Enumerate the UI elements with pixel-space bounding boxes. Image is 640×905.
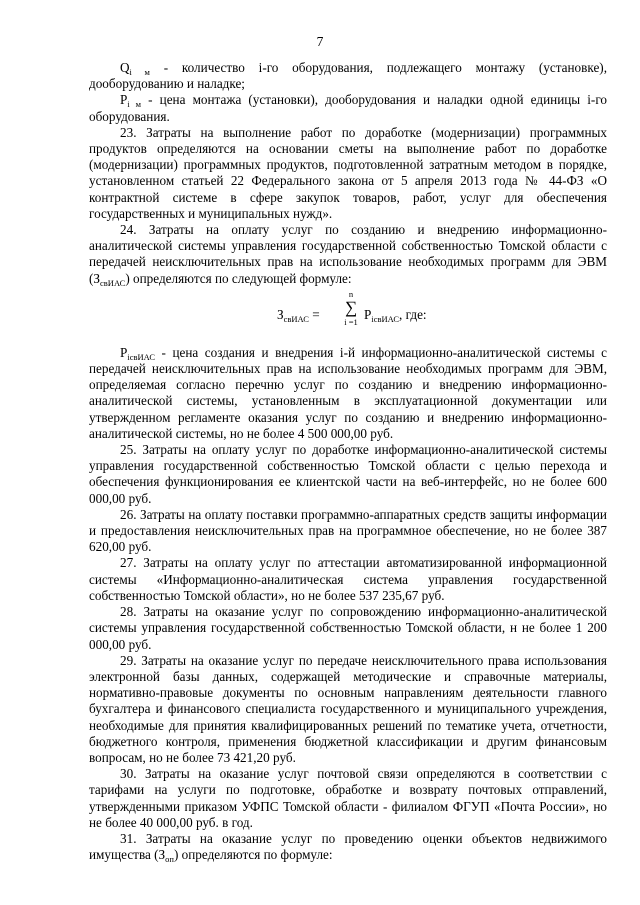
symbol-p-subscript: i м bbox=[127, 99, 142, 110]
symbol-p-isvias-subscript: iсвИАС bbox=[127, 351, 156, 362]
paragraph-31-text: 31. Затраты на оказание услуг по проведению оценки объектов недвижимого имущества ( bbox=[89, 830, 607, 863]
paragraph-31-tail: ) определяются по формуле: bbox=[173, 847, 333, 863]
symbol-z: З bbox=[93, 270, 101, 286]
paragraph-31 bbox=[89, 831, 607, 863]
formula-left-subscript: свИАС bbox=[283, 313, 309, 324]
paragraph-25: 25. Затраты на оплату услуг по доработке информационно-аналитической системы управления государственной собственностью Томской области с целью перехода и обеспечения функционирования ее клиентской части на веб-интерфейс, но не более 600 000,00 руб. bbox=[89, 442, 607, 506]
definition-qim-text: - количество i-го оборудования, подлежащего монтажу (установке), дооборудованию и наладке; bbox=[89, 60, 607, 92]
summation bbox=[342, 289, 360, 327]
definition-p-isvias bbox=[89, 345, 607, 442]
paragraph-29: 29. Затраты на оказание услуг по передаче неисключительного права использования электронной базы данных, содержащей методические и справочные материалы, нормативно-правовые документы по основным направлениям деятельности главного бухгалтера и финансового специалиста государственного и муниципального учреждения, необходимые для принятия квалифицированных решений по тематике учета, отчетности, бюджетного контроля, применения бюджетной классификации и другим финансовым вопросам, но не более 73 421,20 руб. bbox=[89, 652, 607, 765]
symbol-p: P bbox=[120, 92, 128, 108]
formula-equals: = bbox=[308, 306, 320, 322]
formula-right-subscript: iсвИАС bbox=[371, 313, 400, 324]
formula-tail: , где: bbox=[399, 306, 427, 322]
paragraph-30: 30. Затраты на оказание услуг почтовой связи определяются в соответствии с тарифами на услуги по подготовке, обработке и возврату почтовых отправлений, утвержденными приказом УФПС Томской области - филиалом ФГУП «Почта России», но не более 40 000,00 руб. в год. bbox=[89, 766, 607, 830]
formula-right-symbol: P bbox=[364, 306, 372, 322]
formula-left-symbol: З bbox=[277, 306, 284, 322]
definition-qim bbox=[89, 60, 607, 92]
symbol-z-op-subscript: оп bbox=[165, 854, 174, 865]
paragraph-27: 27. Затраты на оплату услуг по аттестации автоматизированной информационной системы «Информационно-аналитическая система управления государственной собственностью Томской области», но не более 537 235,67 руб. bbox=[89, 555, 607, 603]
definition-pim-text: - цена монтажа (установки), дооборудования и наладки одной единицы i-го оборудования. bbox=[89, 92, 607, 124]
symbol-p-isvias: P bbox=[120, 344, 128, 360]
formula bbox=[89, 289, 607, 341]
symbol-z-op: З bbox=[158, 847, 166, 863]
paragraph-28: 28. Затраты на оказание услуг по сопровождению информационно-аналитической системы управления государственной собственностью Томской области, н не более 1 200 000,00 руб. bbox=[89, 604, 607, 652]
paragraph-24-tail: ) определяются по следующей формуле: bbox=[125, 270, 352, 286]
definition-p-isvias-text: - цена создания и внедрения i-й информационно-аналитической системы с передачей неисключительных прав на использование необходимых программ для ЭВМ, определяемая согласно перечню услуг по созданию и внедрению информационно-аналитической системы, установленным в эксплуатационной документации или утвержденном регламенте оказания услуг по созданию и внедрению информационно-аналитической системы, но не более 4 500 000,00 руб. bbox=[89, 344, 607, 441]
symbol-q-subscript: i м bbox=[129, 67, 150, 77]
paragraph-23: 23. Затраты на выполнение работ по доработке (модернизации) программных продуктов определяются на основании сметы на выполнение работ по доработке (модернизации) программных продуктов, подготовленной затратным методом в порядке, установленном статьей 22 Федерального закона от 5 апреля 2013 года № 44-ФЗ «О контрактной системе в сфере закупок товаров, работ, услуг для обеспечения государственных и муниципальных нужд». bbox=[89, 124, 607, 221]
summation-lower-limit: i =1 bbox=[344, 316, 358, 327]
formula-right bbox=[364, 307, 427, 323]
formula-left bbox=[277, 307, 320, 323]
paragraph-24 bbox=[89, 222, 607, 287]
summation-upper-limit: n bbox=[348, 288, 354, 299]
summation-sign: ∑ bbox=[344, 297, 358, 317]
paragraph-26: 26. Затраты на оплату поставки программно-аппаратных средств защиты информации и предоставления неисключительных прав на программное обеспечение, но не более 387 620,00 руб. bbox=[89, 506, 607, 555]
page-number: 7 bbox=[316, 34, 324, 49]
symbol-z-subscript: свИАС bbox=[100, 277, 126, 288]
paragraph-24-text: 24. Затраты на оплату услуг по созданию и внедрению информационно-аналитической системы управления государственной собственностью Томской области с передачей неисключительных прав на использование необходимых программ для ЭВМ ( bbox=[89, 222, 607, 286]
definition-pim bbox=[89, 92, 607, 124]
symbol-q: Q bbox=[120, 60, 130, 75]
document-body bbox=[89, 60, 607, 863]
